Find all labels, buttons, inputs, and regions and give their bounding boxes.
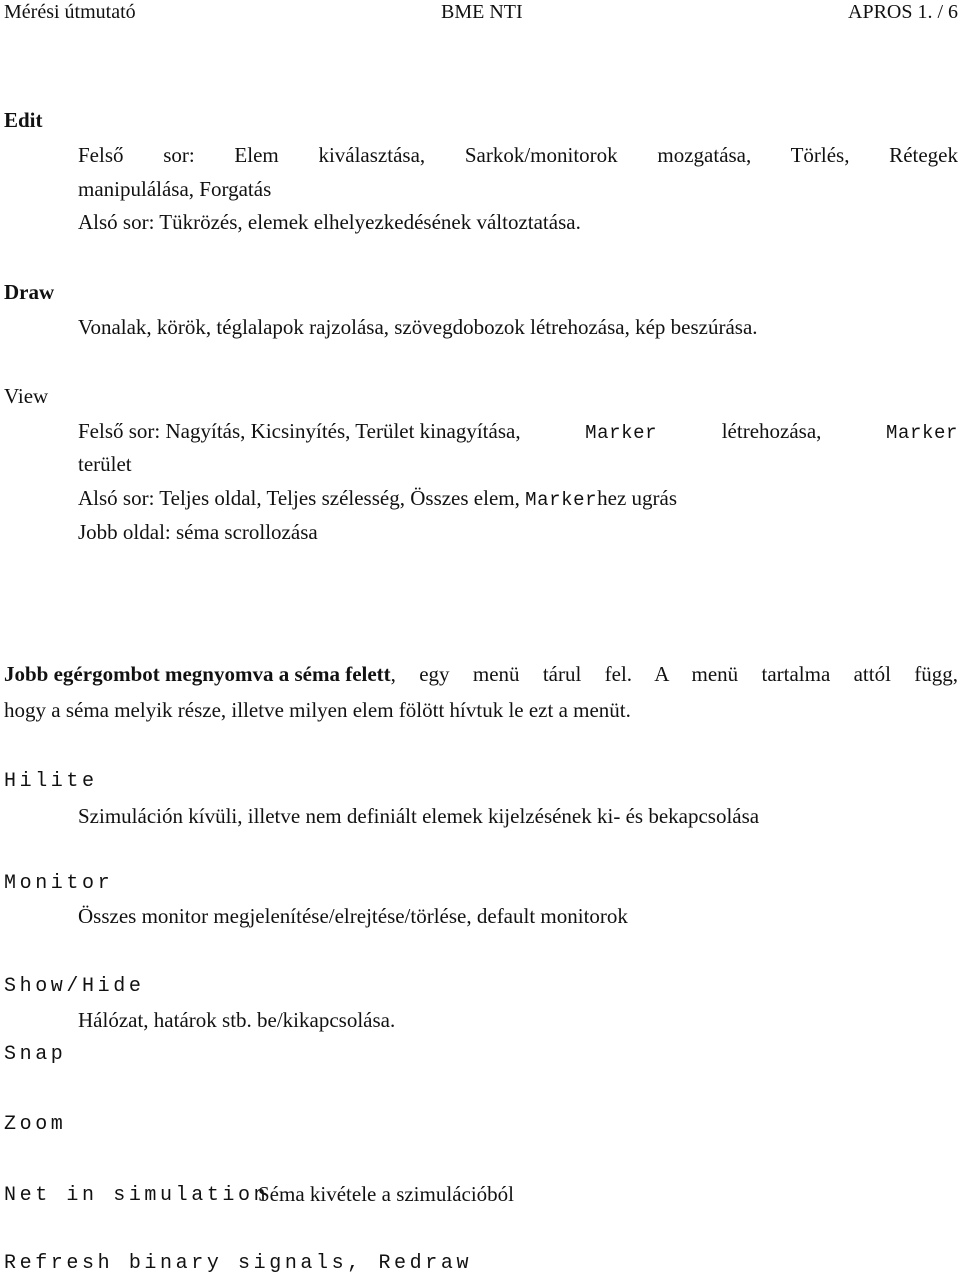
view-line-1: [78, 418, 958, 446]
header-center: BME NTI: [441, 1, 523, 23]
context-menu-line-1: [4, 661, 958, 687]
hilite-desc: Szimuláción kívüli, illetve nem definiált elemek kijelzésének ki- és bekapcsolása: [78, 804, 760, 828]
net-in-simulation-title: Net in simulation: [4, 1184, 270, 1207]
view-line-3-text-a: Alsó sor: Teljes oldal, Teljes szélesség, Összes elem,: [78, 486, 520, 510]
view-line-4: Jobb oldal: séma scrollozása: [78, 520, 318, 544]
view-line-1-text-b: létrehozása,: [721, 419, 822, 443]
edit-line-2: manipulálása, Forgatás: [78, 177, 272, 201]
view-line-3-text-b: hez ugrás: [597, 486, 678, 510]
hilite-title: Hilite: [4, 770, 98, 793]
refresh-title: Refresh binary signals, Redraw: [4, 1252, 473, 1275]
show-hide-title: Show/Hide: [4, 975, 145, 998]
header-right: APROS 1. / 6: [848, 1, 959, 23]
edit-line-1: Felső sor: Elem kiválasztása, Sarkok/monitorok mozgatása, Törlés, Rétegek: [78, 143, 958, 167]
view-marker-code-2: Marker: [885, 422, 958, 444]
view-line-1-text-a: Felső sor: Nagyítás, Kicsinyítés, Terület kinagyítása,: [78, 419, 521, 443]
edit-line-3: Alsó sor: Tükrözés, elemek elhelyezkedésének változtatása.: [78, 210, 581, 234]
view-marker-code-1: Marker: [585, 422, 658, 444]
zoom-title: Zoom: [4, 1113, 67, 1136]
context-menu-line-2: hogy a séma melyik része, illetve milyen elem fölött hívtuk le ezt a menüt.: [4, 698, 631, 722]
view-line-2: terület: [78, 452, 132, 476]
view-marker-code-3: Marker: [525, 489, 598, 511]
draw-title: Draw: [4, 280, 55, 304]
view-line-3: [78, 485, 677, 513]
snap-title: Snap: [4, 1043, 67, 1066]
context-menu-bold: Jobb egérgombot megnyomva a séma felett: [4, 662, 391, 686]
context-menu-rest: , egy menü tárul fel. A menü tartalma attól függ,: [390, 662, 958, 686]
draw-line-1: Vonalak, körök, téglalapok rajzolása, szövegdobozok létrehozása, kép beszúrása.: [78, 315, 758, 339]
monitor-title: Monitor: [4, 872, 114, 895]
monitor-desc: Összes monitor megjelenítése/elrejtése/törlése, default monitorok: [78, 904, 628, 928]
net-in-simulation-desc: Séma kivétele a szimulációból: [258, 1182, 514, 1206]
edit-title: Edit: [4, 108, 43, 132]
show-hide-desc: Hálózat, határok stb. be/kikapcsolása.: [78, 1008, 396, 1032]
view-title: View: [4, 384, 49, 408]
header-left: Mérési útmutató: [4, 1, 136, 23]
